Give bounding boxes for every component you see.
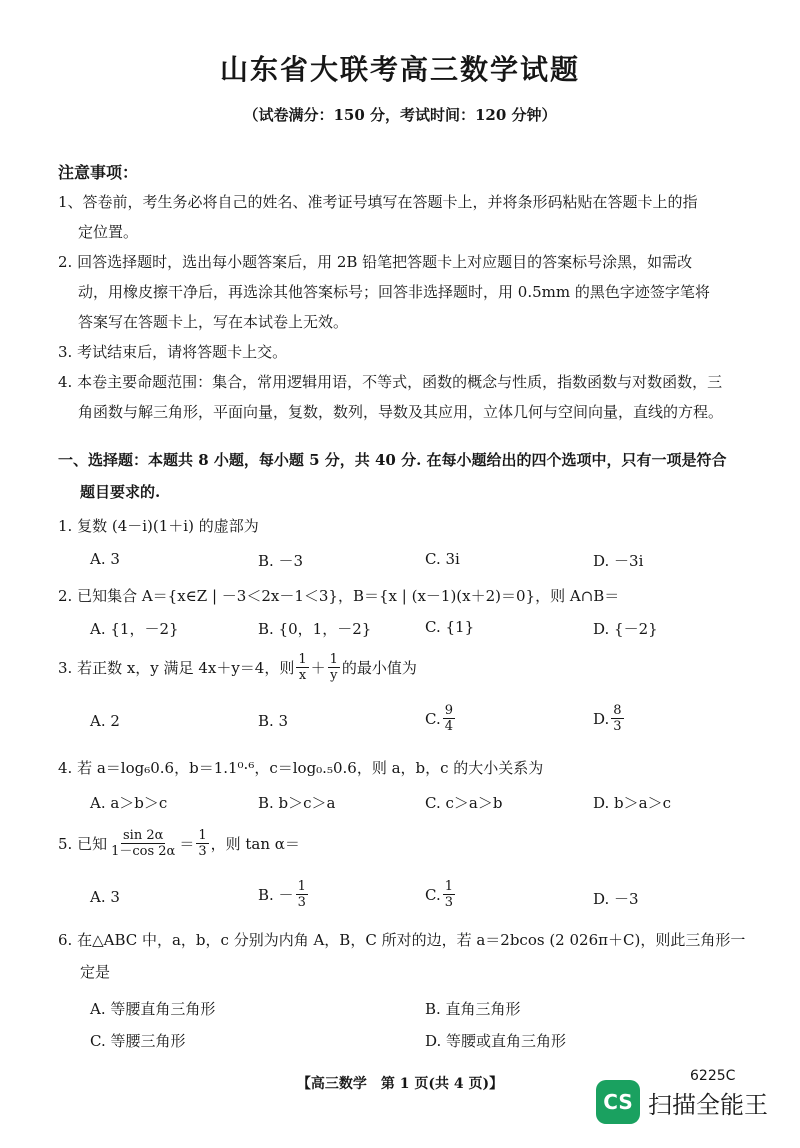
denominator: 4 bbox=[444, 719, 453, 734]
option-label: C. bbox=[425, 885, 441, 904]
q4-option-b: B. b＞c＞a bbox=[258, 794, 336, 812]
q1-option-d: D. －3i bbox=[593, 552, 644, 570]
option-fraction bbox=[296, 879, 308, 910]
section-heading: 一、选择题：本题共 8 小题，每小题 5 分，共 40 分. 在每小题给出的四个选项中，只有一项是符合 bbox=[58, 451, 727, 469]
q1-option-b: B. －3 bbox=[258, 552, 304, 570]
q4-option-c: C. c＞a＞b bbox=[425, 794, 503, 812]
q5-rhs-fraction bbox=[196, 828, 208, 859]
numerator: 1 bbox=[198, 828, 207, 843]
q3-option-d bbox=[593, 703, 626, 734]
exam-info: （试卷满分：150 分，考试时间：120 分钟） bbox=[243, 106, 557, 124]
section-heading-cont: 题目要求的. bbox=[80, 483, 161, 501]
notice-heading: 注意事项： bbox=[58, 163, 139, 182]
q2-option-b: B. {0，1，－2} bbox=[258, 620, 372, 638]
q3-option-c bbox=[425, 703, 457, 734]
question-3-stem bbox=[58, 652, 417, 683]
numerator: 8 bbox=[613, 703, 622, 718]
denominator: x bbox=[298, 668, 307, 683]
q5-main-fraction bbox=[109, 828, 177, 859]
notice-line: 4. 本卷主要命题范围：集合，常用逻辑用语，不等式，函数的概念与性质，指数函数与对数函数，三 bbox=[58, 373, 723, 391]
q6-option-a: A. 等腰直角三角形 bbox=[90, 1000, 216, 1018]
denominator: 3 bbox=[297, 895, 306, 910]
notice-line: 答案写在答题卡上，写在本试卷上无效。 bbox=[78, 313, 349, 331]
numerator: 1 bbox=[444, 879, 453, 894]
q1-option-a: A. 3 bbox=[90, 550, 120, 568]
numerator: 1 bbox=[298, 652, 307, 667]
notice-line: 3. 考试结束后，请将答题卡上交。 bbox=[58, 343, 288, 361]
q5-stem-tail: ，则 tan α＝ bbox=[210, 834, 300, 853]
q3-option-b: B. 3 bbox=[258, 712, 289, 730]
denominator: y bbox=[330, 668, 338, 683]
q5-option-c bbox=[425, 879, 457, 910]
question-6-stem: 6. 在△ABC 中，a，b，c 分别为内角 A，B，C 所对的边，若 a＝2bcos (2 026π＋C)，则此三角形一 bbox=[58, 931, 746, 949]
q6-option-d: D. 等腰或直角三角形 bbox=[425, 1032, 567, 1050]
notice-line: 角函数与解三角形，平面向量，复数，数列，导数及其应用，立体几何与空间向量，直线的方程。 bbox=[78, 403, 724, 421]
q3-fraction-1-over-x bbox=[296, 652, 308, 683]
option-fraction bbox=[611, 703, 623, 734]
notice-line: 1、答卷前，考生务必将自己的姓名、准考证号填写在答题卡上，并将条形码粘贴在答题卡上的指 bbox=[58, 193, 698, 211]
denominator: 3 bbox=[198, 844, 207, 859]
q3-stem-text: 3. 若正数 x，y 满足 4x＋y＝4，则 bbox=[58, 658, 295, 677]
equals-sign: ＝ bbox=[179, 834, 195, 853]
q2-option-c: C. {1} bbox=[425, 618, 475, 636]
question-4-stem: 4. 若 a＝log₆0.6，b＝1.1⁰·⁶，c＝log₀.₅0.6，则 a，b，c 的大小关系为 bbox=[58, 759, 544, 777]
camscanner-watermark bbox=[596, 1080, 768, 1124]
question-1-stem: 1. 复数 (4－i)(1＋i) 的虚部为 bbox=[58, 517, 259, 535]
plus-sign: ＋ bbox=[310, 658, 326, 677]
denominator: 3 bbox=[613, 719, 622, 734]
numerator: 9 bbox=[444, 703, 453, 718]
camscanner-logo-icon: CS bbox=[596, 1080, 640, 1124]
page-title: 山东省大联考高三数学试题 bbox=[219, 53, 580, 86]
notice-line: 2. 回答选择题时，选出每小题答案后，用 2B 铅笔把答题卡上对应题目的答案标号涂黑，如需改 bbox=[58, 253, 693, 271]
q4-option-a: A. a＞b＞c bbox=[90, 794, 168, 812]
watermark-text: 扫描全能王 bbox=[648, 1090, 768, 1119]
q6-option-c: C. 等腰三角形 bbox=[90, 1032, 186, 1050]
option-fraction bbox=[443, 879, 455, 910]
q3-option-a: A. 2 bbox=[90, 712, 120, 730]
q5-option-b bbox=[258, 879, 310, 910]
q1-option-c: C. 3i bbox=[425, 550, 460, 568]
q5-option-d: D. －3 bbox=[593, 890, 639, 908]
option-label: D. bbox=[593, 709, 610, 728]
question-6-stem-cont: 定是 bbox=[80, 963, 111, 981]
notice-line: 动，用橡皮擦干净后，再选涂其他答案标号；回答非选择题时，用 0.5mm 的黑色字迹签字笔将 bbox=[78, 283, 710, 301]
q5-option-a: A. 3 bbox=[90, 888, 120, 906]
numerator: 1 bbox=[329, 652, 338, 667]
numerator: 1 bbox=[297, 879, 306, 894]
denominator: 1－cos 2α bbox=[111, 844, 176, 859]
q3-fraction-1-over-y bbox=[328, 652, 340, 683]
option-label: B. － bbox=[258, 886, 294, 904]
question-2-stem: 2. 已知集合 A＝{x∈Z | －3＜2x－1＜3}，B＝{x | (x－1)(x＋2)＝0}，则 A∩B＝ bbox=[58, 587, 620, 605]
q4-option-d: D. b＞a＞c bbox=[593, 794, 671, 812]
notice-line: 定位置。 bbox=[78, 223, 139, 241]
page-footer: 【高三数学 第 1 页(共 4 页)】 bbox=[296, 1076, 504, 1092]
numerator: sin 2α bbox=[123, 828, 164, 843]
denominator: 3 bbox=[444, 895, 453, 910]
question-5-stem bbox=[58, 828, 300, 859]
option-fraction bbox=[443, 703, 455, 734]
q6-option-b: B. 直角三角形 bbox=[425, 1000, 521, 1018]
q5-stem-text: 5. 已知 bbox=[58, 834, 108, 853]
option-label: C. bbox=[425, 709, 441, 728]
q2-option-a: A. {1，－2} bbox=[90, 620, 179, 638]
q3-stem-tail: 的最小值为 bbox=[341, 658, 417, 677]
paper-code: 6225C bbox=[690, 1068, 736, 1084]
q2-option-d: D. {－2} bbox=[593, 620, 658, 638]
